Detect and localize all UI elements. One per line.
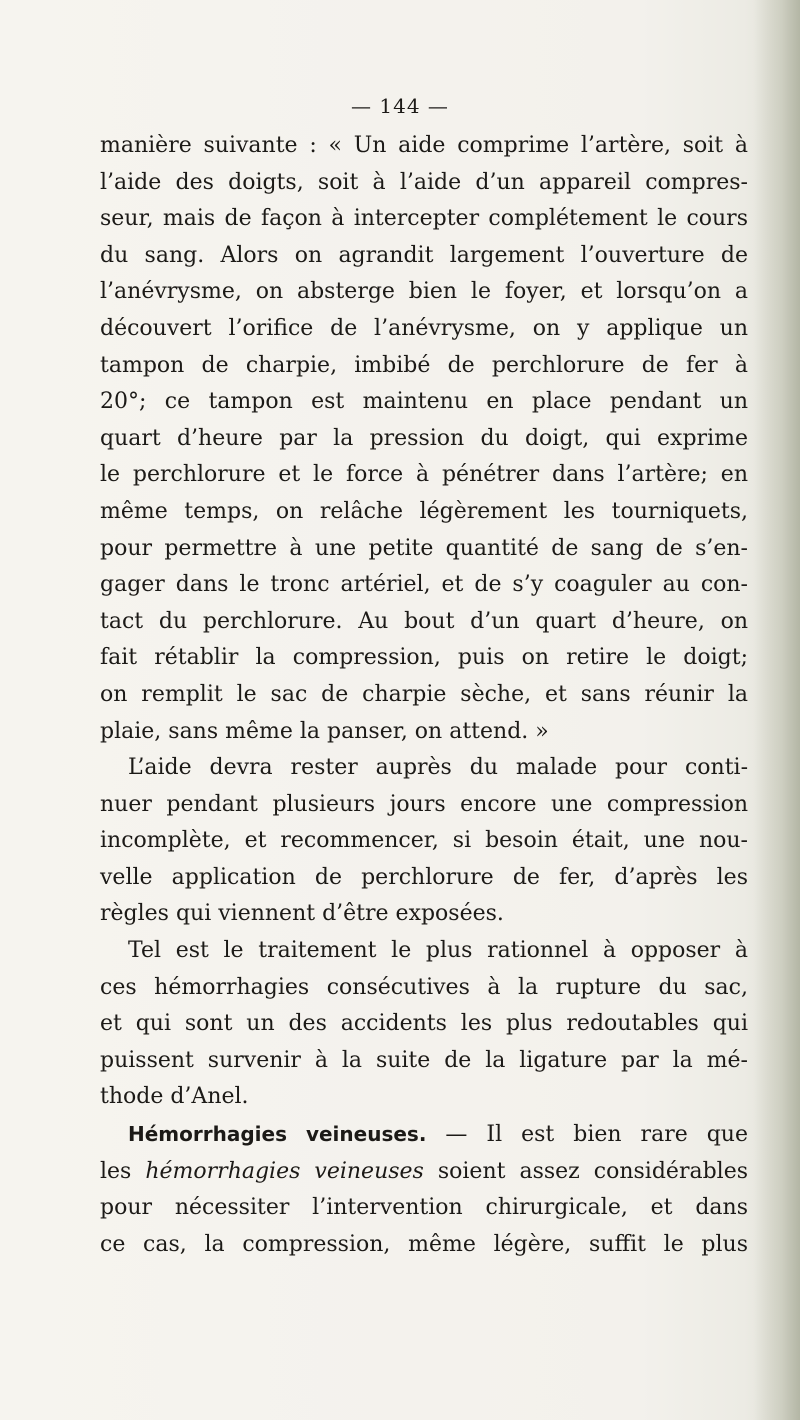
text-line: pour nécessiter l’intervention chirurgicale, et dans — [100, 1195, 748, 1221]
text-line: nuer pendant plusieurs jours encore une compression — [100, 791, 748, 817]
text-line: puissent survenir à la suite de la ligature par la mé- — [100, 1047, 748, 1073]
text-line: on remplit le sac de charpie sèche, et sans réunir la — [100, 681, 748, 707]
section-heading: Hémorrhagies veineuses. — [128, 1122, 427, 1147]
text-line: découvert l’orifice de l’anévrysme, on y applique un — [100, 315, 748, 341]
text-line: règles qui viennent d’être exposées. — [100, 901, 504, 927]
body-text — [100, 128, 748, 1263]
text-line: du sang. Alors on agrandit largement l’ouverture de — [100, 242, 748, 268]
text-line: l’anévrysme, on absterge bien le foyer, et lorsqu’on a — [100, 279, 748, 305]
page-number: — 144 — — [351, 94, 449, 118]
line-segment: les — [100, 1158, 146, 1184]
text-line: seur, mais de façon à intercepter complétement le cours — [100, 206, 748, 232]
text-line: thode d’Anel. — [100, 1084, 249, 1110]
text-line: l’aide des doigts, soit à l’aide d’un appareil compres- — [100, 169, 748, 195]
text-line: ce cas, la compression, même légère, suffit le plus — [100, 1231, 748, 1257]
text-line: quart d’heure par la pression du doigt, qui exprime — [100, 425, 748, 451]
text-line: velle application de perchlorure de fer, d’après les — [100, 864, 748, 890]
text-line: le perchlorure et le force à pénétrer dans l’artère; en — [100, 462, 748, 488]
text-line: et qui sont un des accidents les plus redoutables qui — [100, 1011, 748, 1037]
text-line: 20°; ce tampon est maintenu en place pendant un — [100, 389, 748, 415]
text-line: plaie, sans même la panser, on attend. » — [100, 718, 549, 744]
text-line — [100, 1154, 748, 1191]
text-line: ces hémorrhagies consécutives à la rupture du sac, — [100, 974, 748, 1000]
text-line: fait rétablir la compression, puis on retire le doigt; — [100, 645, 748, 671]
text-line: pour permettre à une petite quantité de sang de s’en- — [100, 535, 748, 561]
text-line: Tel est le traitement le plus rationnel à opposer à — [128, 938, 748, 964]
text-line: L’aide devra rester auprès du malade pour conti- — [128, 755, 748, 781]
text-line — [100, 1116, 748, 1154]
text-line: manière suivante : « Un aide comprime l’artère, soit à — [100, 133, 748, 158]
text-line: tampon de charpie, imbibé de perchlorure de fer à — [100, 352, 748, 378]
text-line: incomplète, et recommencer, si besoin était, une nou- — [100, 828, 748, 854]
text-line: même temps, on relâche légèrement les tourniquets, — [100, 498, 748, 524]
text-line: gager dans le tronc artériel, et de s’y coaguler au con- — [100, 572, 748, 598]
italic-term: hémorrhagies veineuses — [145, 1158, 424, 1184]
page-edge-shadow — [754, 0, 800, 1420]
text-line: tact du perchlorure. Au bout d’un quart d’heure, on — [100, 608, 748, 634]
line-segment: soient assez considérables — [423, 1158, 748, 1184]
heading-continuation: — Il est bien rare que — [426, 1122, 748, 1148]
